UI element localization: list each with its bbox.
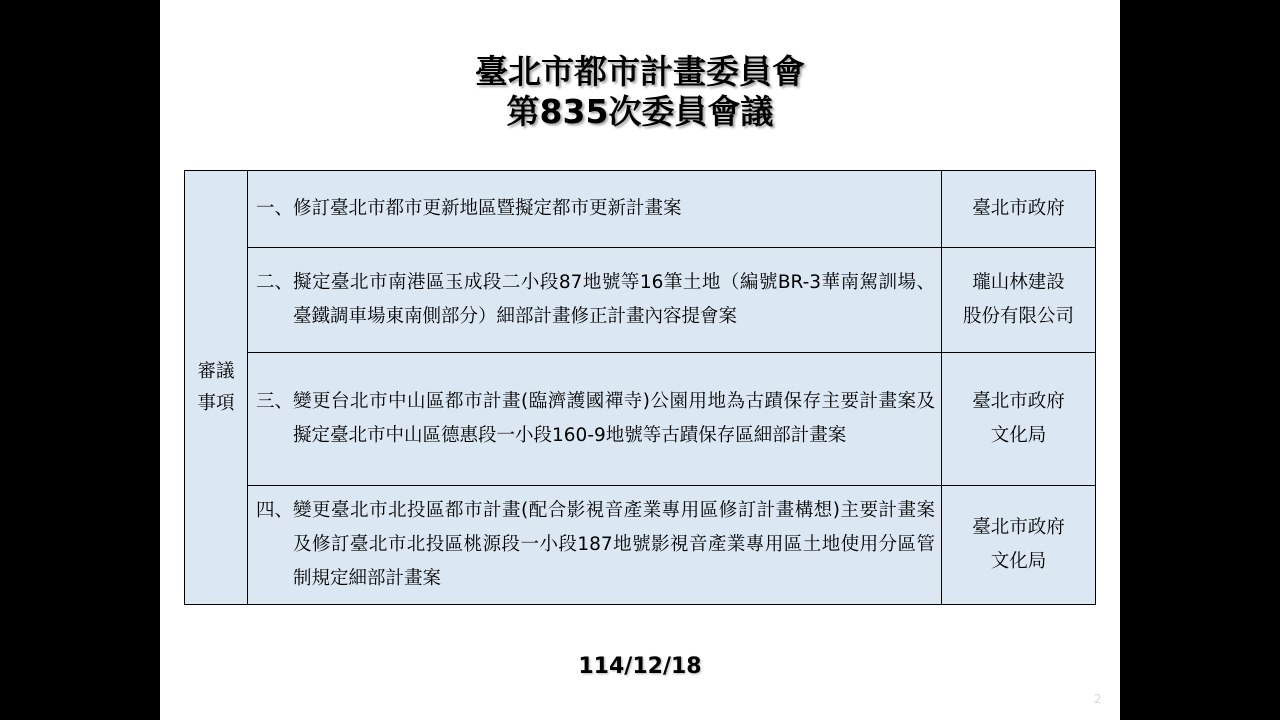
agenda-org-line2: 文化局 bbox=[990, 551, 1047, 572]
agenda-org-line1: 臺北市政府 bbox=[972, 517, 1065, 538]
agenda-table bbox=[184, 170, 1096, 605]
agenda-row-4 bbox=[185, 486, 1096, 605]
agenda-row-2 bbox=[185, 248, 1096, 353]
agenda-item-number: 三、 bbox=[256, 391, 294, 412]
section-label-cell bbox=[185, 171, 248, 605]
slide-title-line2: 第835次委員會議 bbox=[506, 92, 774, 131]
agenda-org-line1: 瓏山林建設 bbox=[972, 272, 1065, 293]
agenda-item-text: 修訂臺北市都市更新地區暨擬定都市更新計畫案 bbox=[293, 198, 682, 219]
agenda-org-line1: 臺北市政府 bbox=[972, 391, 1065, 412]
agenda-item-number: 一、 bbox=[256, 198, 294, 219]
agenda-item-text: 變更臺北市北投區都市計畫(配合影視音產業專用區修訂計畫構想)主要計畫案及修訂臺北市北投區桃源段一小段187地號影視音產業專用區土地使用分區管制規定細部計畫案 bbox=[293, 500, 935, 589]
agenda-item-cell-4 bbox=[248, 486, 942, 605]
meeting-date: 114/12/18 bbox=[578, 654, 702, 679]
agenda-item-cell-1 bbox=[248, 171, 942, 248]
agenda-org-cell-4 bbox=[942, 486, 1096, 605]
slide-title-line1: 臺北市都市計畫委員會 bbox=[475, 52, 805, 91]
agenda-org-cell-1 bbox=[942, 171, 1096, 248]
section-label-line2: 事項 bbox=[197, 392, 235, 414]
agenda-org-line2: 股份有限公司 bbox=[962, 306, 1074, 327]
agenda-item-number: 四、 bbox=[256, 500, 294, 521]
page-number: 2 bbox=[1094, 692, 1102, 706]
section-label-line1: 審議 bbox=[197, 360, 235, 382]
agenda-row-1 bbox=[185, 171, 1096, 248]
agenda-item-text: 變更台北市中山區都市計畫(臨濟護國禪寺)公園用地為古蹟保存主要計畫案及擬定臺北市中山區德惠段一小段160-9地號等古蹟保存區細部計畫案 bbox=[293, 391, 935, 446]
agenda-item-number: 二、 bbox=[256, 272, 294, 293]
slide-title bbox=[160, 52, 1120, 132]
agenda-org-line2: 文化局 bbox=[990, 425, 1047, 446]
agenda-org-cell-3 bbox=[942, 353, 1096, 486]
agenda-item-cell-2 bbox=[248, 248, 942, 353]
agenda-org-line1: 臺北市政府 bbox=[972, 198, 1065, 219]
presentation-slide bbox=[160, 0, 1120, 720]
agenda-org-cell-2 bbox=[942, 248, 1096, 353]
agenda-item-cell-3 bbox=[248, 353, 942, 486]
agenda-row-3 bbox=[185, 353, 1096, 486]
agenda-item-text: 擬定臺北市南港區玉成段二小段87地號等16筆土地（編號BR-3華南駕訓場、臺鐵調車場東南側部分）細部計畫修正計畫內容提會案 bbox=[293, 272, 935, 327]
